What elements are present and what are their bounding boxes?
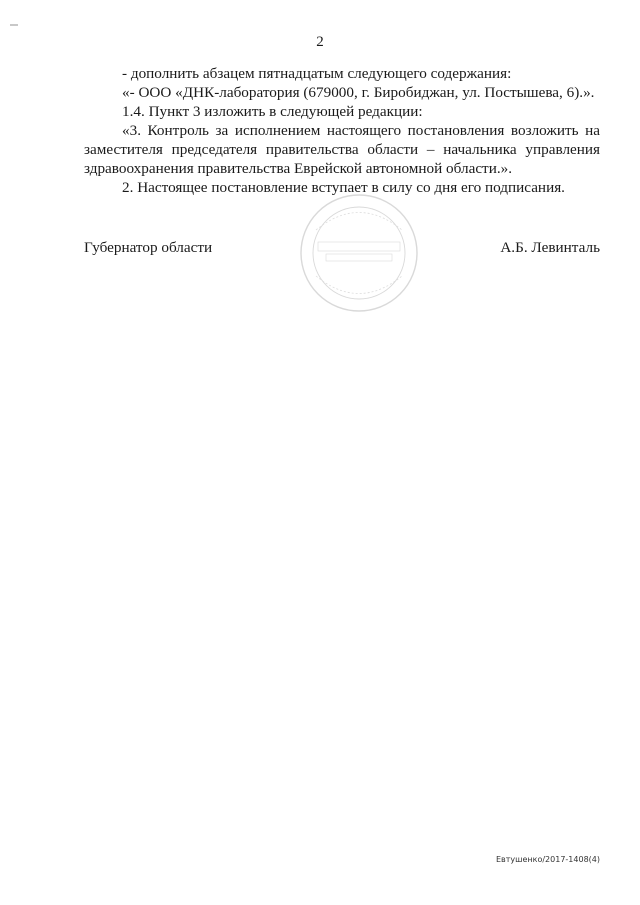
official-seal-stamp bbox=[296, 190, 422, 316]
signatory-name: А.Б. Левинталь bbox=[500, 239, 600, 256]
paragraph-item-3-line-2: заместителя председателя правительства области – начальника управления bbox=[84, 141, 600, 158]
document-footer-code: Евтушенко/2017-1408(4) bbox=[496, 855, 600, 864]
paragraph-lab-entry: «- ООО «ДНК-лаборатория (679000, г. Биробиджан, ул. Постышева, 6).». bbox=[122, 84, 595, 101]
signatory-title: Губернатор области bbox=[84, 239, 213, 256]
paragraph-amendment-intro: - дополнить абзацем пятнадцатым следующего содержания: bbox=[122, 65, 512, 82]
paragraph-item-3-line-1: «3. Контроль за исполнением настоящего постановления возложить на bbox=[122, 122, 600, 139]
paragraph-effective-date: 2. Настоящее постановление вступает в силу со дня его подписания. bbox=[122, 179, 565, 196]
scan-artifact bbox=[10, 24, 18, 26]
paragraph-item-3-line-3: здравоохранения правительства Еврейской автономной области.». bbox=[84, 160, 513, 177]
page-number: 2 bbox=[316, 34, 324, 50]
paragraph-item-1-4: 1.4. Пункт 3 изложить в следующей редакции: bbox=[122, 103, 423, 120]
